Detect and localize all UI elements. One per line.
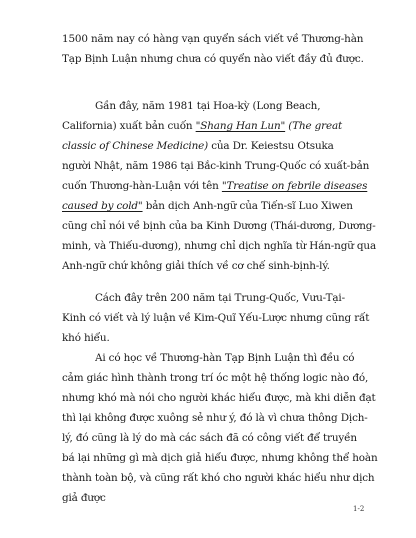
- paragraph-4-line-7: thành toàn bộ, và cũng rất khó cho người khác hiểu như dịch: [62, 472, 375, 484]
- paragraph-2-line-6-text: bản dịch Anh-ngữ của Tiến-sĩ Luo Xiwen: [145, 200, 353, 212]
- book-title-treatise-end: caused by cold": [62, 200, 143, 212]
- paragraph-2-line-5: [62, 180, 378, 193]
- paragraph-3-line-2: Kinh có viết và lý luận về Kim-Quĩ Yếu-Lược nhưng cũng rất: [62, 312, 370, 324]
- paragraph-2-line-3: [62, 140, 378, 153]
- paragraph-2-line-5-text: cuốn Thương-hàn-Luận với tên: [62, 180, 219, 192]
- book-title-treatise: "Treatise on febrile diseases: [221, 180, 368, 192]
- page-number: 1-2: [353, 505, 365, 513]
- paragraph-2-line-4: người Nhật, năm 1986 tại Bắc-kinh Trung-Quốc có xuất-bản: [62, 160, 370, 172]
- paragraph-4-line-3: nhưng khó mà nói cho người khác hiểu được, mà khi diễn đạt: [62, 392, 376, 404]
- paragraph-2-line-9: Anh-ngữ chứ không giải thích về cơ chế sinh-bịnh-lý.: [62, 260, 330, 272]
- paragraph-2-line-6: [62, 200, 378, 213]
- paragraph-4-line-6: bá lại những gì mà dịch giả hiểu được, nhưng không thể hoàn: [62, 452, 378, 464]
- paragraph-4-line-2: cảm giác hình thành trong trí óc một hệ thống logic nào đó,: [62, 372, 369, 384]
- paragraph-2-line-7: cũng chỉ nói về bịnh của ba Kinh Dương (Thái-dương, Dương-: [62, 220, 376, 232]
- book-title-shang-han-lun: "Shang Han Lun": [195, 120, 286, 132]
- paragraph-2-line-2-text: California) xuất bản cuốn: [62, 120, 193, 132]
- paragraph-4-line-4: thì lại không được xuông sẻ như ý, đó là vì chưa thông Dịch-: [62, 412, 368, 424]
- paragraph-2-line-2: [62, 120, 378, 133]
- paragraph-3-line-3: khó hiểu.: [62, 332, 110, 344]
- paragraph-4-line-1: Ai có học về Thương-hàn Tạp Bịnh Luận thì đều có: [95, 352, 355, 364]
- paragraph-1-line-1: 1500 năm nay có hàng vạn quyển sách viết về Thương-hàn: [62, 33, 364, 45]
- book-subtitle: classic of Chinese Medicine): [62, 140, 209, 152]
- paragraph-2-line-1: Gần đây, năm 1981 tại Hoa-kỳ (Long Beach,: [95, 100, 321, 112]
- paragraph-1-line-2: Tạp Bịnh Luận nhưng chưa có quyển nào viết đầy đủ được.: [62, 53, 364, 65]
- paragraph-4-line-8: giả được: [62, 492, 106, 504]
- paragraph-3-line-1: Cách đây trên 200 năm tại Trung-Quốc, Vưu-Tại-: [95, 292, 345, 304]
- paragraph-2-line-3-text: của Dr. Keiestsu Otsuka: [211, 140, 334, 152]
- paragraph-4-line-5: lý, đó cũng là lý do mà các sách đã có công viết để truyền: [62, 432, 357, 444]
- paragraph-2-line-2-tail: (The great: [288, 120, 343, 132]
- paragraph-2-line-8: minh, và Thiếu-dương), nhưng chỉ dịch nghĩa từ Hán-ngữ qua: [62, 240, 376, 252]
